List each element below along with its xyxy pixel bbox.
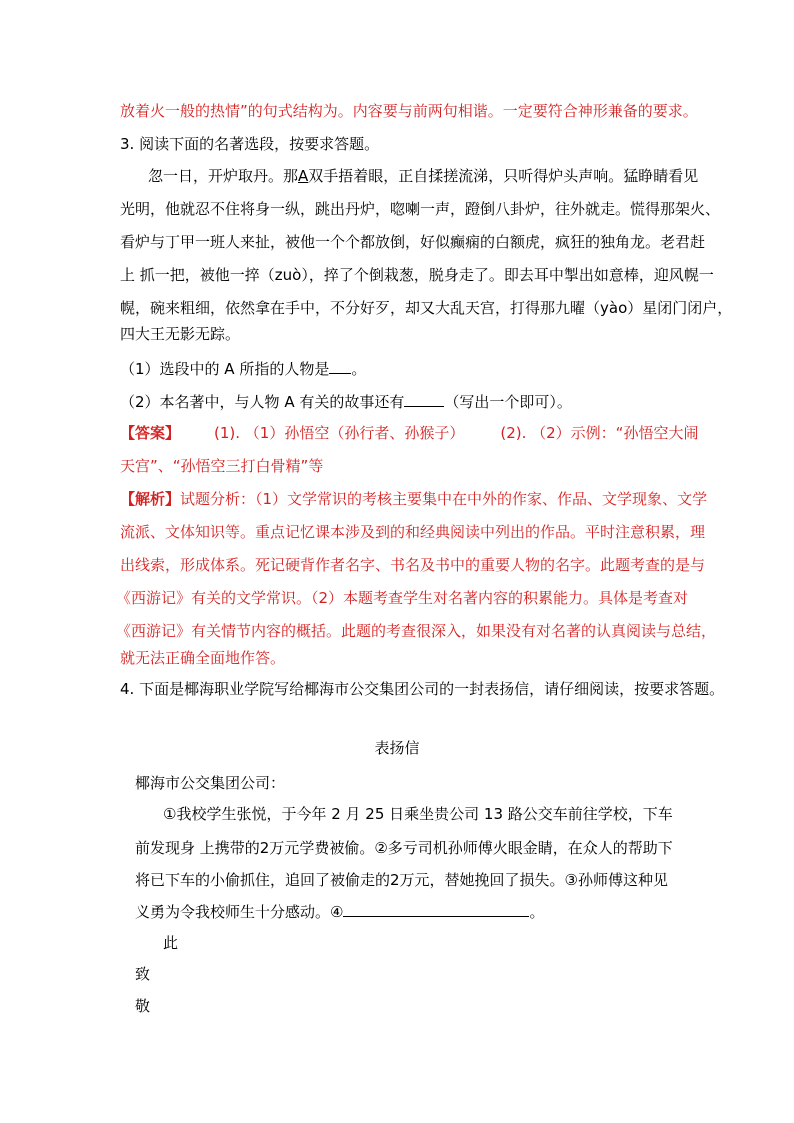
answer-blank (404, 391, 444, 407)
letter-line-1: ①我校学生张悦，于今年 2 月 25 日乘坐贵公司 13 路公交车前往学校，下车 (163, 805, 673, 823)
letter-line-4 (135, 901, 544, 922)
sub-question-end: 。 (351, 360, 367, 378)
answer-part-1: (1). （1）孙悟空（孙行者、孙猴子） (214, 424, 465, 442)
closing-zhi: 致 (135, 965, 151, 983)
sub-question-text: （1）选段中的 A 所指的人物是 (120, 360, 330, 378)
passage-line-4: 上 抓一把，被他一捽（zuò），捽了个倒栽葱，脱身走了。即去耳中掣出如意棒，迎风幌一 (120, 266, 714, 284)
closing-ci: 此 (163, 934, 179, 952)
question-3-title: 3. 阅读下面的名著选段，按要求答题。 (120, 135, 380, 153)
sub-question-end: （写出一个即可）。 (444, 393, 572, 411)
answer-blank (343, 901, 529, 917)
analysis-line-1 (120, 489, 707, 509)
passage-line-5: 幌，碗来粗细，依然拿在手中，不分好歹，却又大乱天宫，打得那九曜（yào）星闭门闭户， (120, 299, 733, 317)
analysis-line-2: 流派、文体知识等。重点记忆课本涉及到的和经典阅读中列出的作品。平时注意积累，理 (120, 523, 706, 541)
analysis-line-5: 《西游记》有关情节内容的概括。此题的考查很深入，如果没有对名著的认真阅读与总结， (116, 622, 717, 640)
sub-question-2 (120, 391, 572, 412)
passage-line-1 (148, 166, 698, 186)
question-4-title: 4. 下面是椰海职业学院写给椰海市公交集团公司的一封表扬信，请仔细阅读，按要求答题。 (120, 680, 725, 698)
analysis-text: 试题分析：（1）文学常识的考核主要集中在中外的作家、作品、文学现象、文学 (180, 490, 708, 508)
analysis-line-6: 就无法正确全面地作答。 (120, 649, 286, 667)
answer-part-2: (2). （2）示例：“孙悟空大闹 (500, 424, 699, 442)
letter-title: 表扬信 (374, 739, 420, 757)
letter-salutation: 椰海市公交集团公司： (135, 774, 286, 792)
answer-line-1 (120, 423, 698, 443)
marker-a: A (298, 167, 309, 185)
analysis-line-3: 出线索，形成体系。死记硬背作者名字、书名及书中的重要人物的名字。此题考查的是与 (120, 556, 706, 574)
passage-text: 双手捂着眼，正自揉搓流涕，只听得炉头声响。猛睁睛看见 (308, 167, 699, 185)
letter-line-2: 前发现身 上携带的2万元学费被偷。②多亏司机孙师傅火眼金睛，在众人的帮助下 (135, 839, 673, 857)
letter-text: 义勇为令我校师生十分感动。④ (135, 903, 344, 921)
analysis-line-4: 《西游记》有关的文学常识。（2）本题考查学生对名著内容的积累能力。具体是考查对 (116, 589, 689, 607)
closing-jing: 敬 (135, 997, 151, 1015)
sub-question-text: （2）本名著中，与人物 A 有关的故事还有 (120, 393, 405, 411)
letter-line-end: 。 (529, 903, 545, 921)
passage-line-6: 四大王无影无踪。 (120, 325, 241, 343)
analysis-label: 【解析】 (120, 490, 181, 508)
answer-blank (329, 358, 351, 374)
top-line: 放着火一般的热情”的句式结构为。内容要与前两句相谐。一定要符合神形兼备的要求。 (120, 102, 698, 120)
answer-label: 【答案】 (120, 424, 181, 442)
sub-question-1 (120, 358, 366, 379)
passage-line-3: 看炉与丁甲一班人来扯，被他一个个都放倒，好似癫痫的白额虎，疯狂的独角龙。老君赶 (120, 233, 706, 251)
passage-text: 忽一日，开炉取丹。那 (148, 167, 299, 185)
letter-line-3: 将已下车的小偷抓住，追回了被偷走的2万元，替她挽回了损失。③孙师傅这种见 (135, 871, 668, 889)
passage-line-2: 光明，他就忍不住将身一纵，跳出丹炉，唿喇一声，蹬倒八卦炉，往外就走。慌得那架火、 (120, 200, 721, 218)
answer-line-2: 天宫”、“孙悟空三打白骨精”等 (120, 457, 324, 475)
